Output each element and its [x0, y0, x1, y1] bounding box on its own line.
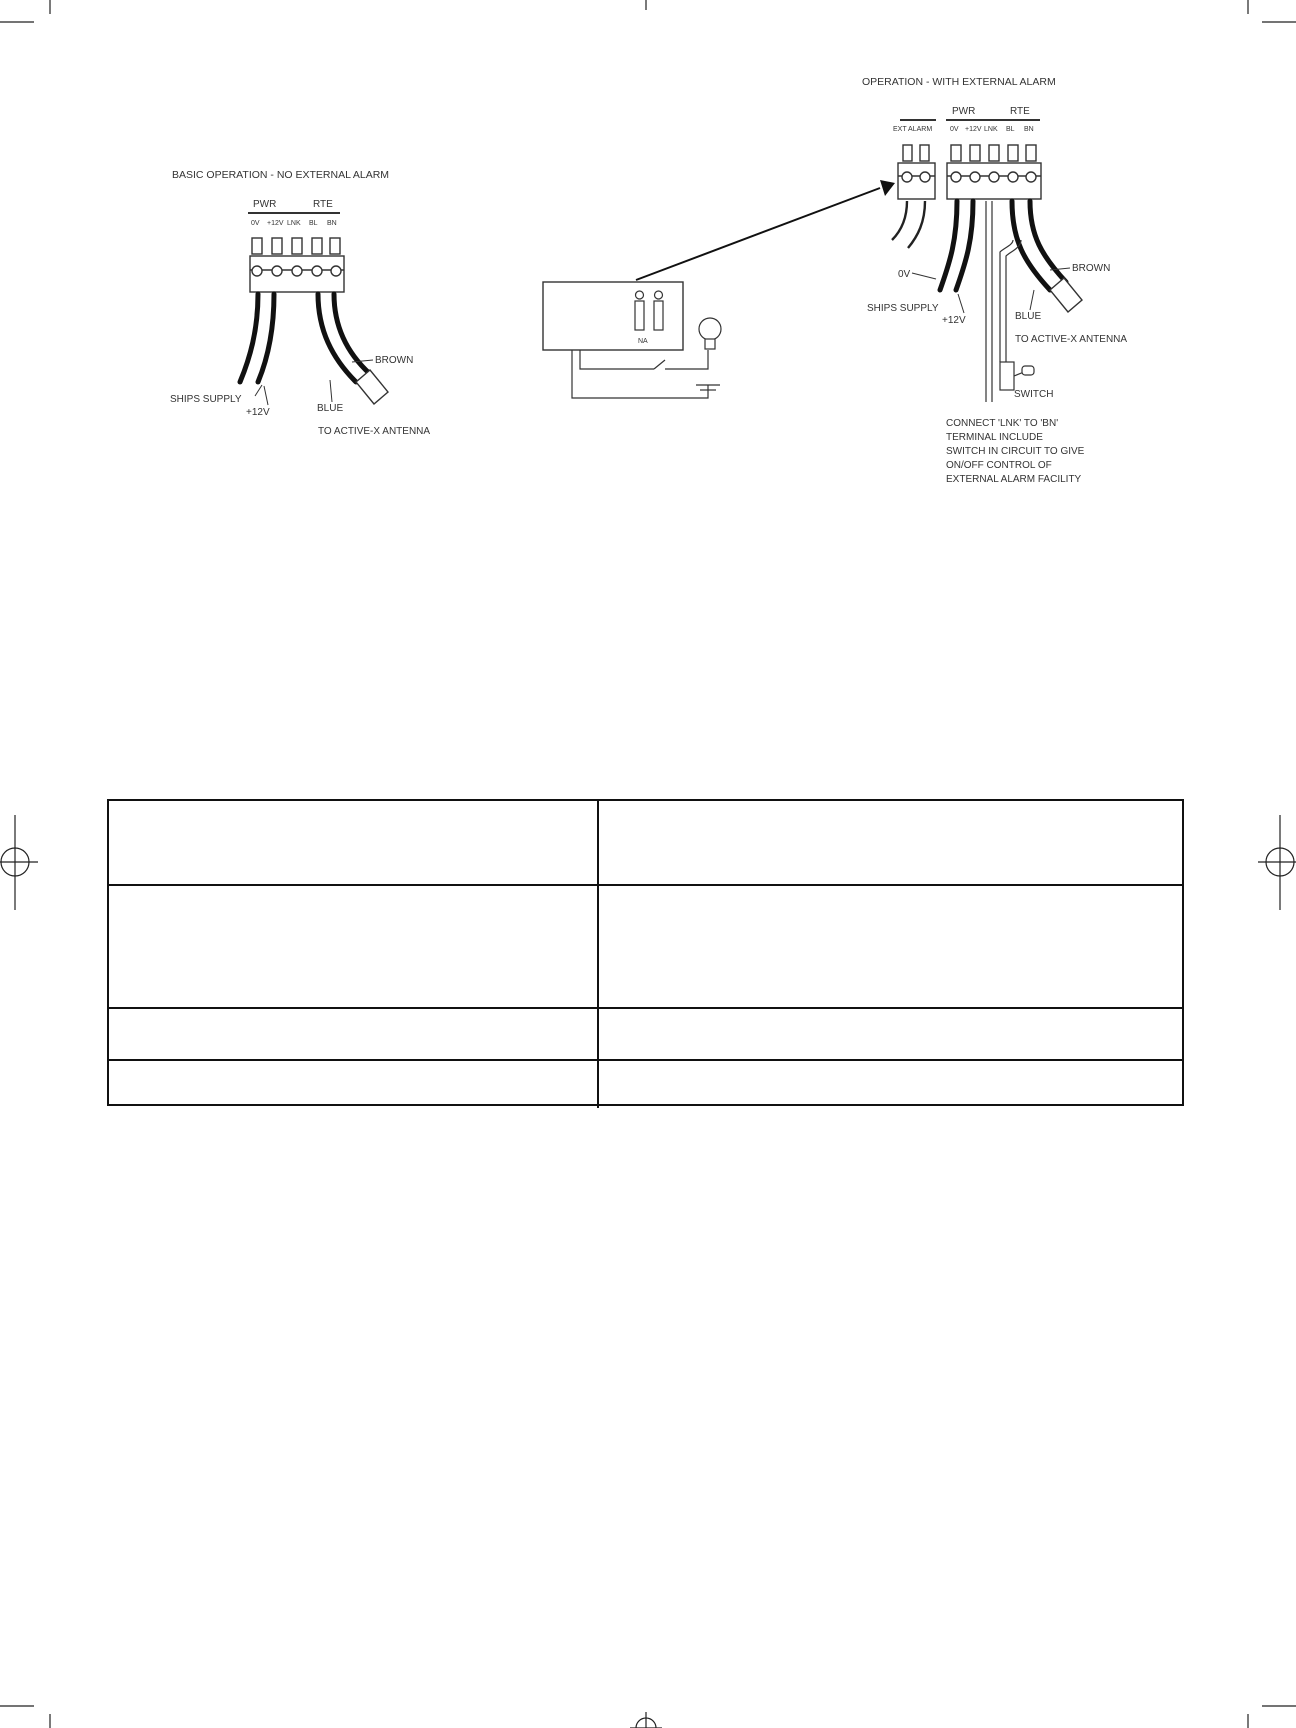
rte-group-label: RTE: [313, 199, 333, 210]
registration-mark-left: [0, 815, 38, 910]
table-cell: [109, 801, 598, 885]
note-line-4: ON/OFF CONTROL OF: [946, 460, 1052, 471]
table-cell: [109, 885, 598, 1008]
table-cell: [598, 1060, 1182, 1108]
table-cell: [109, 1060, 598, 1108]
terminal-label-0v: 0V: [251, 220, 260, 227]
blue-label: BLUE: [317, 403, 344, 414]
terminal-label-0v-right: 0V: [950, 126, 959, 133]
ships-supply-label-right: SHIPS SUPPLY: [867, 303, 939, 314]
main-terminal-block-right: [947, 145, 1041, 199]
supply-cable-pair: [240, 294, 274, 382]
antenna-label-right: TO ACTIVE-X ANTENNA: [1015, 334, 1128, 345]
antenna-cable-pair: [318, 294, 370, 382]
na-label: NA: [638, 338, 648, 345]
antenna-connector-right: [1050, 278, 1082, 312]
antenna-cable-pair-right: [1012, 201, 1066, 290]
plus-12v-label: +12V: [246, 407, 270, 418]
switch-label: SWITCH: [1014, 389, 1054, 400]
table-cell: [598, 885, 1182, 1008]
ships-supply-label: SHIPS SUPPLY: [170, 394, 242, 405]
ext-alarm-wires: [892, 201, 925, 248]
pwr-group-label-right: PWR: [952, 106, 976, 117]
terminal-label-12v-right: +12V: [965, 126, 982, 133]
antenna-connector: [356, 370, 388, 404]
pwr-group-label: PWR: [253, 199, 277, 210]
table-cell: [598, 801, 1182, 885]
terminal-block: [250, 238, 344, 292]
terminal-label-bl-right: BL: [1006, 126, 1015, 133]
ext-alarm-terminal-block: [898, 145, 935, 199]
zero-v-label: 0V: [898, 269, 911, 280]
blue-label-right: BLUE: [1015, 311, 1042, 322]
registration-mark-right: [1258, 815, 1296, 910]
table-row: [109, 1060, 1182, 1108]
toggle-switch-icon: [1000, 362, 1034, 390]
external-alarm-title: OPERATION - WITH EXTERNAL ALARM: [862, 76, 1056, 88]
brown-label-right: BROWN: [1072, 263, 1111, 274]
table-cell: [109, 1008, 598, 1060]
antenna-label: TO ACTIVE-X ANTENNA: [318, 426, 431, 437]
empty-table: [107, 799, 1184, 1106]
terminal-label-bn: BN: [327, 220, 337, 227]
plus-12v-label-right: +12V: [942, 315, 966, 326]
external-alarm-diagram: [862, 76, 1127, 485]
note-line-3: SWITCH IN CIRCUIT TO GIVE: [946, 446, 1085, 457]
table-row: [109, 1008, 1182, 1060]
table-cell: [598, 1008, 1182, 1060]
terminal-label-12v: +12V: [267, 220, 284, 227]
rte-group-label-right: RTE: [1010, 106, 1030, 117]
supply-cable-pair-right: [940, 201, 973, 290]
external-alarm-unit: [543, 282, 721, 398]
lamp-icon: [699, 318, 721, 349]
connection-arrow: [636, 180, 895, 280]
basic-operation-title: BASIC OPERATION - NO EXTERNAL ALARM: [172, 169, 390, 181]
note-line-5: EXTERNAL ALARM FACILITY: [946, 474, 1082, 485]
terminal-label-bn-right: BN: [1024, 126, 1034, 133]
brown-label: BROWN: [375, 355, 414, 366]
ext-alarm-label: EXT ALARM: [893, 126, 933, 133]
terminal-label-lnk-right: LNK: [984, 126, 998, 133]
terminal-label-lnk: LNK: [287, 220, 301, 227]
note-line-1: CONNECT 'LNK' TO 'BN': [946, 418, 1059, 429]
alarm-circuit-wiring: [572, 350, 720, 398]
note-line-2: TERMINAL INCLUDE: [946, 432, 1043, 443]
table-row: [109, 885, 1182, 1008]
terminal-label-bl: BL: [309, 220, 318, 227]
table-row: [109, 801, 1182, 885]
basic-operation-diagram: [170, 169, 430, 437]
